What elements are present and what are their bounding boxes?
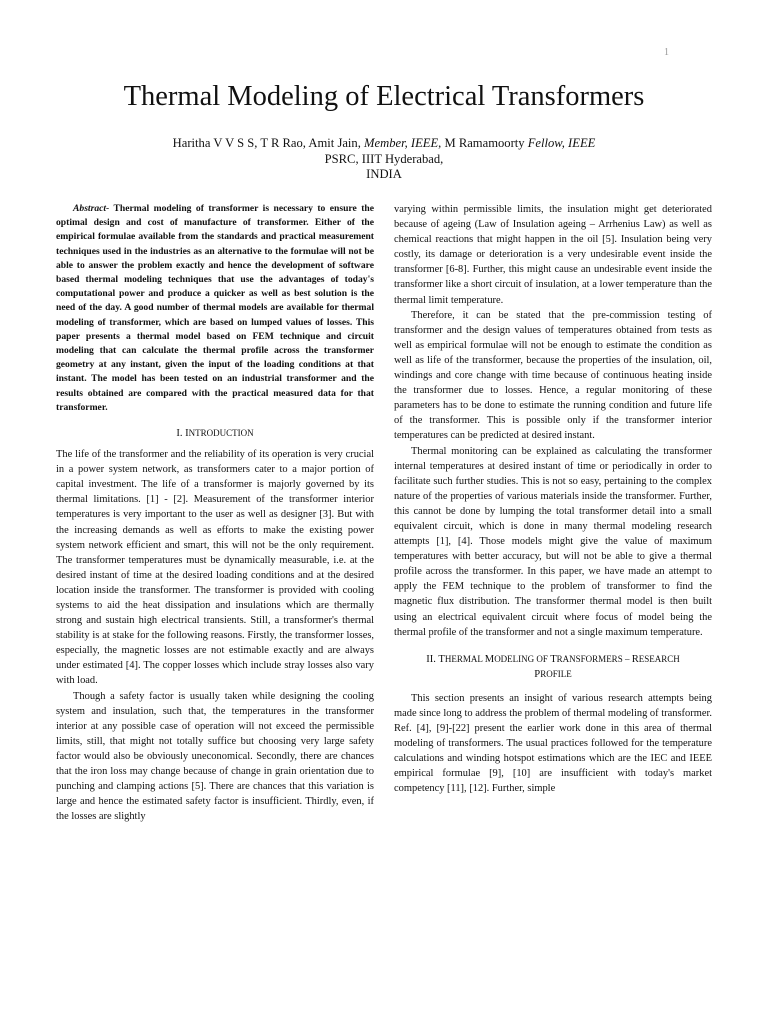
fellow-title: Fellow, IEEE xyxy=(527,136,596,150)
paragraph: Thermal monitoring can be explained as calculating the transformer internal temperatures at desired instant of time or periodically in order to facilitate such further studies. This is not so easy, pertaining to the complex nature of the properties of various materials inside the transformer. Further, this cannot be done by lumping the total transformer detail into a small equivalent circuit, which is done in many thermal modeling research attempts [1], [4]. Those models might give the value of maximum temperatures with better accuracy, but will not be able to give a thermal profile across the transformer. In this paper, we have made an attempt to apply the FEM technique to the problem of transformer to find the magnetic flux distribution. The transformer thermal model is then built using an electrical equivalent circuit where focus of model being the thermal profile of the transformer and not a single maximum temperature. xyxy=(394,445,712,638)
member-title: Member, IEEE xyxy=(364,136,439,150)
paragraph: Though a safety factor is usually taken while designing the cooling system and insulation, such that, the temperatures in the transformer interior at any possible case of operation will not exceed the permissible limits, still, that might not totally suffice but choosing very large safety factor would also be obviously uneconomical. Secondly, there are chances that the iron loss may change because of change in grain orientation due to punching and clamping actions [5]. There are chances that this variation is large and hence the estimated safety factor is insufficient. Thirdly, even, if the losses are slightly xyxy=(56,690,374,823)
author-block xyxy=(0,136,768,183)
page-number: 1 xyxy=(664,47,669,58)
section-heading-research-profile: II. THERMAL MODELING OF TRANSFORMERS – RESEARCH PROFILE xyxy=(426,653,680,680)
left-column xyxy=(56,202,374,824)
section-heading-introduction: I. INTRODUCTION xyxy=(176,428,254,440)
country: INDIA xyxy=(366,167,402,182)
abstract-label: Abstract- xyxy=(73,203,110,214)
author-list: Haritha V V S S, T R Rao, Amit Jain, xyxy=(172,136,365,150)
paragraph: The life of the transformer and the reliability of its operation is very crucial in a power system network, as transformers cater to a major portion of capital investment. The life of a transformer is majorly governed by its thermal limitations. [1] - [2]. Measurement of the transformer interior temperatures is very important to the user as well as designer [3]. But with the increasing demands as well as efforts to make the existing power system network efficient and smart, this will not be the only requirement. The transformer temperatures must be dynamically measurable, i.e. at the desired instant of time at the desired loading conditions and at the desired location inside the transformer. The transformer is provided with cooling systems to aid the heat dissipation and insulations which are thermally strong and sustain high electrical transients. Still, a transformer's thermal stability is at stake for the following reasons. Firstly, the transformer losses, especially, the magnetic losses are not estimable exactly and are always under estimated [4]. The copper losses which include stray losses also vary with load. xyxy=(56,449,374,687)
right-column xyxy=(394,202,712,796)
paragraph: This section presents an insight of various research attempts being made since long to address the problem of thermal modeling of transformer. Ref. [4], [9]-[22] present the earlier work done in this area of thermal modeling of transformers. The usual practices followed for the temperature calculations and winding hotspot estimations which are the IEC and IEEE empirical formulae [9], [10] are insufficient with today's market competency [11], [12]. Further, simple xyxy=(394,692,712,795)
paragraph: varying within permissible limits, the insulation might get deteriorated because of ageing (Law of Insulation ageing – Arrhenius Law) as well as chemical reactions that might happen in the oil [5]. Insulation being very costly, its damage or deterioration is a very undesirable event inside the transformer [6-8]. Further, this might cause an undesirable event inside the transformer like a short circuit of insulation, at a lower temperature than the thermal limit temperature. xyxy=(394,204,712,306)
affiliation: PSRC, IIIT Hyderabad, xyxy=(324,151,444,166)
author-list-2: , M Ramamoorty xyxy=(438,136,528,150)
abstract xyxy=(56,202,374,415)
author-names xyxy=(0,136,768,152)
paragraph: Therefore, it can be stated that the pre-commission testing of transformer and the design values of temperatures obtained from tests as well as empirical formulae will not be enough to estimate the condition as well as life of the transformer, because the properties of the insulation, oil, windings and core change with time because of continuous heating inside the transformer due to losses. Hence, a regular monitoring of these parameters has to be done to estimate the running condition and future life of the transformer. This is possible only if the transformer interior temperatures can be predicted at desired instant. xyxy=(394,309,712,442)
abstract-text: Thermal modeling of transformer is necessary to ensure the optimal design and cost of manufacture of transformer. Either of the empirical formulae available from the standards and practical measurement techniques used in the industries as an alternative to the formulae will not be able to answer the problem exactly and hence the development of software based thermal modeling techniques that use the advantages of today's computational power and produce a quicker as well as best solution is the need of the day. A good number of thermal models are available for thermal modeling of transformer, which are based on lumped values of losses. This paper presents a thermal model based on FEM technique and circuit modeling that can calculate the thermal profile across the transformer geometry at any instant, given the input of the loading conditions at that instant. The model has been tested on an industrial transformer and the results obtained are compared with the practical measured data for that transformer. xyxy=(56,203,374,413)
paper-title: Thermal Modeling of Electrical Transformers xyxy=(123,81,645,112)
